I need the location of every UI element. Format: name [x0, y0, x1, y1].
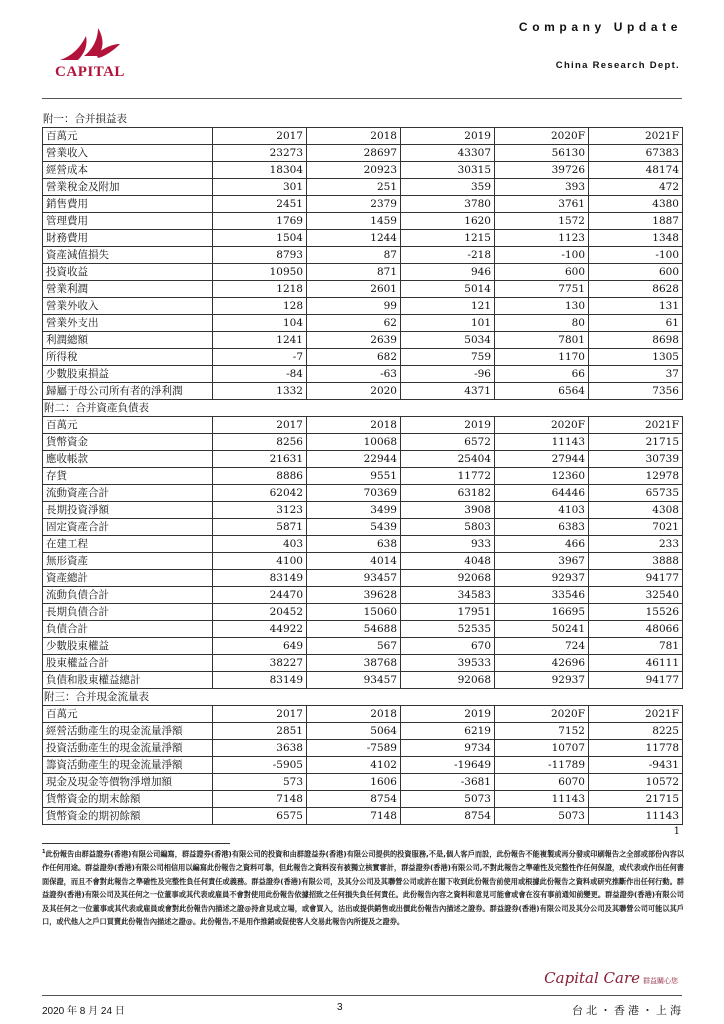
table-cell: 67383 — [589, 145, 683, 162]
table-cell: 1504 — [213, 230, 307, 247]
table-cell: 7801 — [495, 332, 589, 349]
table-row — [43, 213, 683, 230]
table-cell: 32540 — [589, 587, 683, 604]
table-cell: 2019 — [401, 128, 495, 145]
table-cell: 1305 — [589, 349, 683, 366]
row-label: 百萬元 — [43, 706, 213, 723]
table-cell: -84 — [213, 366, 307, 383]
table-cell: 8793 — [213, 247, 307, 264]
table-row — [43, 434, 683, 451]
table-cell: 11143 — [589, 808, 683, 825]
table-cell: 21715 — [589, 791, 683, 808]
table-cell: 393 — [495, 179, 589, 196]
table-cell: 10707 — [495, 740, 589, 757]
table-cell: 2019 — [401, 417, 495, 434]
table-cell: 50241 — [495, 621, 589, 638]
table-cell: 2018 — [307, 128, 401, 145]
table-row — [43, 298, 683, 315]
table-cell: 101 — [401, 315, 495, 332]
table-cell: 54688 — [307, 621, 401, 638]
table-cell: 5034 — [401, 332, 495, 349]
row-label: 應收帳款 — [43, 451, 213, 468]
footer-divider — [42, 995, 682, 996]
table-cell: 42696 — [495, 655, 589, 672]
table-cell: 38227 — [213, 655, 307, 672]
table-cell: 6575 — [213, 808, 307, 825]
table-row — [43, 247, 683, 264]
table-cell: 5871 — [213, 519, 307, 536]
table-row — [43, 366, 683, 383]
table-cell: 27944 — [495, 451, 589, 468]
row-label: 管理費用 — [43, 213, 213, 230]
table-cell: 16695 — [495, 604, 589, 621]
table-cell: 4308 — [589, 502, 683, 519]
table-cell: 359 — [401, 179, 495, 196]
table-cell: 94177 — [589, 570, 683, 587]
table-cell: 64446 — [495, 485, 589, 502]
table-cell: 7751 — [495, 281, 589, 298]
table-cell: 5073 — [495, 808, 589, 825]
row-label: 貨幣資金的期初餘額 — [43, 808, 213, 825]
table-cell: 8256 — [213, 434, 307, 451]
table-cell: 3908 — [401, 502, 495, 519]
table-cell: 17951 — [401, 604, 495, 621]
row-label: 長期投資淨額 — [43, 502, 213, 519]
table-cell: 70369 — [307, 485, 401, 502]
table-cell: 2018 — [307, 706, 401, 723]
table-cell: 781 — [589, 638, 683, 655]
table-cell: 2851 — [213, 723, 307, 740]
table-cell: -9431 — [589, 757, 683, 774]
cashflow-table — [42, 705, 683, 825]
row-label: 百萬元 — [43, 417, 213, 434]
table-row — [43, 570, 683, 587]
report-date: 2020 年 8 月 24 日 — [42, 1006, 125, 1017]
table-cell: 933 — [401, 536, 495, 553]
table-row — [43, 502, 683, 519]
table-cell: 1572 — [495, 213, 589, 230]
table-cell: 33546 — [495, 587, 589, 604]
table-row — [43, 774, 683, 791]
table-cell: 670 — [401, 638, 495, 655]
table-cell: 80 — [495, 315, 589, 332]
table-cell: 65735 — [589, 485, 683, 502]
table-cell: 83149 — [213, 672, 307, 689]
row-label: 經營活動產生的現金流量淨額 — [43, 723, 213, 740]
cashflow-title: 附三：合并現金流量表 — [42, 689, 682, 705]
table-row — [43, 723, 683, 740]
table-cell: 11143 — [495, 791, 589, 808]
header-divider — [42, 98, 682, 99]
row-label: 流動負債合計 — [43, 587, 213, 604]
row-label: 資產總計 — [43, 570, 213, 587]
table-cell: 1332 — [213, 383, 307, 400]
table-cell: 1218 — [213, 281, 307, 298]
table-cell: -11789 — [495, 757, 589, 774]
table-row — [43, 281, 683, 298]
table-cell: 66 — [495, 366, 589, 383]
row-label: 投資活動產生的現金流量淨額 — [43, 740, 213, 757]
table-cell: 5014 — [401, 281, 495, 298]
table-cell: 121 — [401, 298, 495, 315]
table-cell: 24470 — [213, 587, 307, 604]
table-cell: 39726 — [495, 162, 589, 179]
table-cell: 649 — [213, 638, 307, 655]
table-cell: 6219 — [401, 723, 495, 740]
table-cell: 128 — [213, 298, 307, 315]
table-row — [43, 604, 683, 621]
table-cell: -100 — [495, 247, 589, 264]
table-cell: 2379 — [307, 196, 401, 213]
disclaimer — [42, 846, 684, 929]
row-label: 長期負債合計 — [43, 604, 213, 621]
table-cell: 6572 — [401, 434, 495, 451]
capital-care-brand — [544, 968, 678, 987]
table-cell: 567 — [307, 638, 401, 655]
table-cell: 1170 — [495, 349, 589, 366]
table-cell: 4371 — [401, 383, 495, 400]
table-cell: 20923 — [307, 162, 401, 179]
table-cell: 92937 — [495, 672, 589, 689]
table-cell: 301 — [213, 179, 307, 196]
row-label: 負債合計 — [43, 621, 213, 638]
table-cell: 23273 — [213, 145, 307, 162]
row-label: 經營成本 — [43, 162, 213, 179]
table-cell: 39628 — [307, 587, 401, 604]
capital-bird-icon — [58, 26, 122, 64]
row-label: 股東權益合計 — [43, 655, 213, 672]
table-cell: -218 — [401, 247, 495, 264]
department: China Research Dept. — [555, 60, 680, 71]
row-label: 歸屬于母公司所有者的淨利潤 — [43, 383, 213, 400]
table-cell: 6383 — [495, 519, 589, 536]
table-cell: 4102 — [307, 757, 401, 774]
table-cell: 11778 — [589, 740, 683, 757]
table-cell: 682 — [307, 349, 401, 366]
table-cell: 8754 — [307, 791, 401, 808]
table-cell: 15526 — [589, 604, 683, 621]
table-cell: 131 — [589, 298, 683, 315]
table-cell: 94177 — [589, 672, 683, 689]
table-cell: 1215 — [401, 230, 495, 247]
table-cell: 638 — [307, 536, 401, 553]
table-cell: 8225 — [589, 723, 683, 740]
table-cell: 52535 — [401, 621, 495, 638]
table-row — [43, 179, 683, 196]
table-cell: 34583 — [401, 587, 495, 604]
page-marker: 1 — [673, 826, 680, 837]
table-cell: 1459 — [307, 213, 401, 230]
row-label: 負債和股東權益總計 — [43, 672, 213, 689]
table-cell: 5803 — [401, 519, 495, 536]
table-cell: 92068 — [401, 570, 495, 587]
table-header-row — [43, 128, 683, 145]
table-cell: 7148 — [213, 791, 307, 808]
table-cell: 1244 — [307, 230, 401, 247]
table-cell: 6070 — [495, 774, 589, 791]
table-cell: 1887 — [589, 213, 683, 230]
row-label: 在建工程 — [43, 536, 213, 553]
table-cell: 8886 — [213, 468, 307, 485]
table-cell: 30739 — [589, 451, 683, 468]
page-number: 3 — [337, 1002, 343, 1013]
table-cell: 10950 — [213, 264, 307, 281]
row-label: 營業稅金及附加 — [43, 179, 213, 196]
table-cell: 39533 — [401, 655, 495, 672]
table-cell: 9551 — [307, 468, 401, 485]
row-label: 現金及現金等價物淨增加額 — [43, 774, 213, 791]
table-cell: 3967 — [495, 553, 589, 570]
table-cell: 2021F — [589, 706, 683, 723]
table-cell: 10572 — [589, 774, 683, 791]
table-cell: 8754 — [401, 808, 495, 825]
table-cell: -96 — [401, 366, 495, 383]
table-row — [43, 383, 683, 400]
table-cell: 30315 — [401, 162, 495, 179]
row-label: 固定資產合計 — [43, 519, 213, 536]
table-cell: 18304 — [213, 162, 307, 179]
table-cell: 9734 — [401, 740, 495, 757]
table-cell: 2020 — [307, 383, 401, 400]
table-row — [43, 808, 683, 825]
table-cell: 2021F — [589, 417, 683, 434]
table-cell: 8698 — [589, 332, 683, 349]
table-cell: 99 — [307, 298, 401, 315]
table-cell: 2639 — [307, 332, 401, 349]
report-type: Company Update — [518, 20, 682, 34]
table-cell: 1123 — [495, 230, 589, 247]
row-label: 利潤總額 — [43, 332, 213, 349]
table-cell: 5064 — [307, 723, 401, 740]
financial-tables — [42, 111, 682, 825]
table-cell: 2018 — [307, 417, 401, 434]
table-row — [43, 587, 683, 604]
table-cell: 25404 — [401, 451, 495, 468]
row-label: 營業利潤 — [43, 281, 213, 298]
table-row — [43, 672, 683, 689]
table-cell: 1348 — [589, 230, 683, 247]
table-cell: 1606 — [307, 774, 401, 791]
table-cell: 56130 — [495, 145, 589, 162]
row-label: 籌資活動產生的現金流量淨額 — [43, 757, 213, 774]
table-cell: 6564 — [495, 383, 589, 400]
table-row — [43, 655, 683, 672]
capital-logo — [44, 26, 136, 82]
table-cell: 8628 — [589, 281, 683, 298]
row-label: 少數股東損益 — [43, 366, 213, 383]
table-cell: 2601 — [307, 281, 401, 298]
table-cell: 759 — [401, 349, 495, 366]
table-row — [43, 451, 683, 468]
income-statement-title: 附一：合并損益表 — [43, 113, 127, 125]
row-label: 銷售費用 — [43, 196, 213, 213]
table-cell: 5073 — [401, 791, 495, 808]
row-label: 少數股東權益 — [43, 638, 213, 655]
table-row — [43, 621, 683, 638]
table-row — [43, 230, 683, 247]
table-cell: 3780 — [401, 196, 495, 213]
footnote-divider — [42, 843, 230, 844]
table-cell: 3499 — [307, 502, 401, 519]
table-cell: 21715 — [589, 434, 683, 451]
row-label: 無形資產 — [43, 553, 213, 570]
table-cell: 48066 — [589, 621, 683, 638]
table-cell: 43307 — [401, 145, 495, 162]
table-cell: 403 — [213, 536, 307, 553]
table-cell: 3638 — [213, 740, 307, 757]
table-cell: 15060 — [307, 604, 401, 621]
table-cell: 104 — [213, 315, 307, 332]
row-label: 投資收益 — [43, 264, 213, 281]
table-cell: -100 — [589, 247, 683, 264]
footnote-marker: 1 — [42, 849, 46, 855]
table-cell: 4380 — [589, 196, 683, 213]
table-cell: 12360 — [495, 468, 589, 485]
table-cell: 7021 — [589, 519, 683, 536]
table-cell: 1769 — [213, 213, 307, 230]
table-cell: 4014 — [307, 553, 401, 570]
table-cell: 62042 — [213, 485, 307, 502]
table-cell: 2017 — [213, 706, 307, 723]
income-statement-table — [42, 127, 683, 400]
table-cell: 61 — [589, 315, 683, 332]
row-label: 百萬元 — [43, 128, 213, 145]
table-row — [43, 162, 683, 179]
row-label: 財務費用 — [43, 230, 213, 247]
table-cell: 4103 — [495, 502, 589, 519]
table-cell: 724 — [495, 638, 589, 655]
row-label: 營業外收入 — [43, 298, 213, 315]
table-cell: -5905 — [213, 757, 307, 774]
row-label: 資產減值損失 — [43, 247, 213, 264]
table-row — [43, 485, 683, 502]
table-cell: 22944 — [307, 451, 401, 468]
row-label: 營業外支出 — [43, 315, 213, 332]
table-cell: 472 — [589, 179, 683, 196]
table-cell: 130 — [495, 298, 589, 315]
table-cell: 7148 — [307, 808, 401, 825]
table-cell: 38768 — [307, 655, 401, 672]
table-row — [43, 315, 683, 332]
row-label: 營業收入 — [43, 145, 213, 162]
table-cell: -3681 — [401, 774, 495, 791]
table-cell: 46111 — [589, 655, 683, 672]
row-label: 流動資產合計 — [43, 485, 213, 502]
balance-sheet-title: 附二：合并資產負債表 — [42, 400, 682, 416]
table-cell: 63182 — [401, 485, 495, 502]
table-cell: 600 — [495, 264, 589, 281]
table-row — [43, 757, 683, 774]
table-cell: 3761 — [495, 196, 589, 213]
table-cell: 12978 — [589, 468, 683, 485]
table-row — [43, 196, 683, 213]
table-cell: 5439 — [307, 519, 401, 536]
table-row — [43, 332, 683, 349]
table-row — [43, 791, 683, 808]
table-header-row — [43, 706, 683, 723]
row-label: 貨幣資金 — [43, 434, 213, 451]
table-cell: 93457 — [307, 570, 401, 587]
table-cell: 93457 — [307, 672, 401, 689]
table-row — [43, 638, 683, 655]
table-cell: 600 — [589, 264, 683, 281]
table-row — [43, 468, 683, 485]
table-cell: -19649 — [401, 757, 495, 774]
table-cell: 92937 — [495, 570, 589, 587]
table-cell: 62 — [307, 315, 401, 332]
table-row — [43, 553, 683, 570]
table-cell: 466 — [495, 536, 589, 553]
table-row — [43, 145, 683, 162]
table-cell: 946 — [401, 264, 495, 281]
table-cell: 1241 — [213, 332, 307, 349]
disclaimer-text: 此份報告由群益證券(香港)有限公司編寫，群益證券(香港)有限公司的投資和由群證益券(香港)有限公司提供的投資服務,不是,個人客戶而設，此份報告不能複製或再分發或印刷報告之全部或部份內容以作任何用途。群益證券(香港)有限公司相信用以編寫此份報告之資料可靠，但此報告之資料沒有被獨立核實審計，群益證券(香港)有限公司,不對此報告之準確性及完整性作任何保證，或代表或作出任何書面保證，而且不會對此報告之準確性及完整性負任何責任或義務。群益證券(香港)有限公司，及其分公司及其聯營公司或許在閣下收到此份報告前使用或根據此份報告之資料或研究推斷作出任何行動。群益證券(香港)有限公司及其任何之一位董事或其代表或雇員不會對使用此份報告依據招致之任何損失負任何責任。此份報告內容之資料和意見可能會或會在沒有事前通知前變更。群益證券(香港)有限公司及其任何之一位董事或其代表或雇員或會對此份報告內描述之證@持倉見或立場，或會買入，沽出或提供銷售或出價此份報告內描述之證券。群益證券(香港)有限公司及其分公司及其聯營公司可能以其戶口，或代他人之戶口買賣此份報告內描述之證@。此份報告,不是用作推銷或促使客人交易此報告內所提及之證券。 — [42, 849, 684, 927]
table-cell: 87 — [307, 247, 401, 264]
table-cell: 21631 — [213, 451, 307, 468]
table-cell: 2020F — [495, 128, 589, 145]
table-cell: 4048 — [401, 553, 495, 570]
table-header-row — [43, 417, 683, 434]
table-row — [43, 349, 683, 366]
table-cell: 233 — [589, 536, 683, 553]
row-label: 所得稅 — [43, 349, 213, 366]
balance-sheet-table — [42, 416, 683, 689]
capital-care-tagline: 群益關心您 — [643, 977, 678, 985]
table-cell: -7 — [213, 349, 307, 366]
table-cell: 83149 — [213, 570, 307, 587]
table-cell: 11772 — [401, 468, 495, 485]
office-cities: 台北・香港・上海 — [572, 1004, 684, 1017]
table-cell: 2017 — [213, 128, 307, 145]
table-cell: 2019 — [401, 706, 495, 723]
capital-care-logo: Capital Care — [544, 969, 640, 987]
table-cell: 3888 — [589, 553, 683, 570]
table-cell: 37 — [589, 366, 683, 383]
table-cell: 1620 — [401, 213, 495, 230]
table-cell: 48174 — [589, 162, 683, 179]
table-cell: 10068 — [307, 434, 401, 451]
table-cell: 251 — [307, 179, 401, 196]
row-label: 存貨 — [43, 468, 213, 485]
table-cell: 92068 — [401, 672, 495, 689]
table-cell: 2017 — [213, 417, 307, 434]
table-cell: 11143 — [495, 434, 589, 451]
table-cell: 871 — [307, 264, 401, 281]
table-cell: 28697 — [307, 145, 401, 162]
table-cell: 7152 — [495, 723, 589, 740]
table-cell: 3123 — [213, 502, 307, 519]
table-cell: 2020F — [495, 417, 589, 434]
table-cell: 4100 — [213, 553, 307, 570]
table-cell: -7589 — [307, 740, 401, 757]
table-cell: 20452 — [213, 604, 307, 621]
table-cell: 2020F — [495, 706, 589, 723]
table-cell: -63 — [307, 366, 401, 383]
logo-text: CAPITAL — [55, 64, 125, 80]
table-cell: 2451 — [213, 196, 307, 213]
table-cell: 573 — [213, 774, 307, 791]
table-row — [43, 519, 683, 536]
table-row — [43, 740, 683, 757]
table-row — [43, 264, 683, 281]
row-label: 貨幣資金的期末餘額 — [43, 791, 213, 808]
table-cell: 7356 — [589, 383, 683, 400]
table-row — [43, 536, 683, 553]
table-cell: 44922 — [213, 621, 307, 638]
table-cell: 2021F — [589, 128, 683, 145]
